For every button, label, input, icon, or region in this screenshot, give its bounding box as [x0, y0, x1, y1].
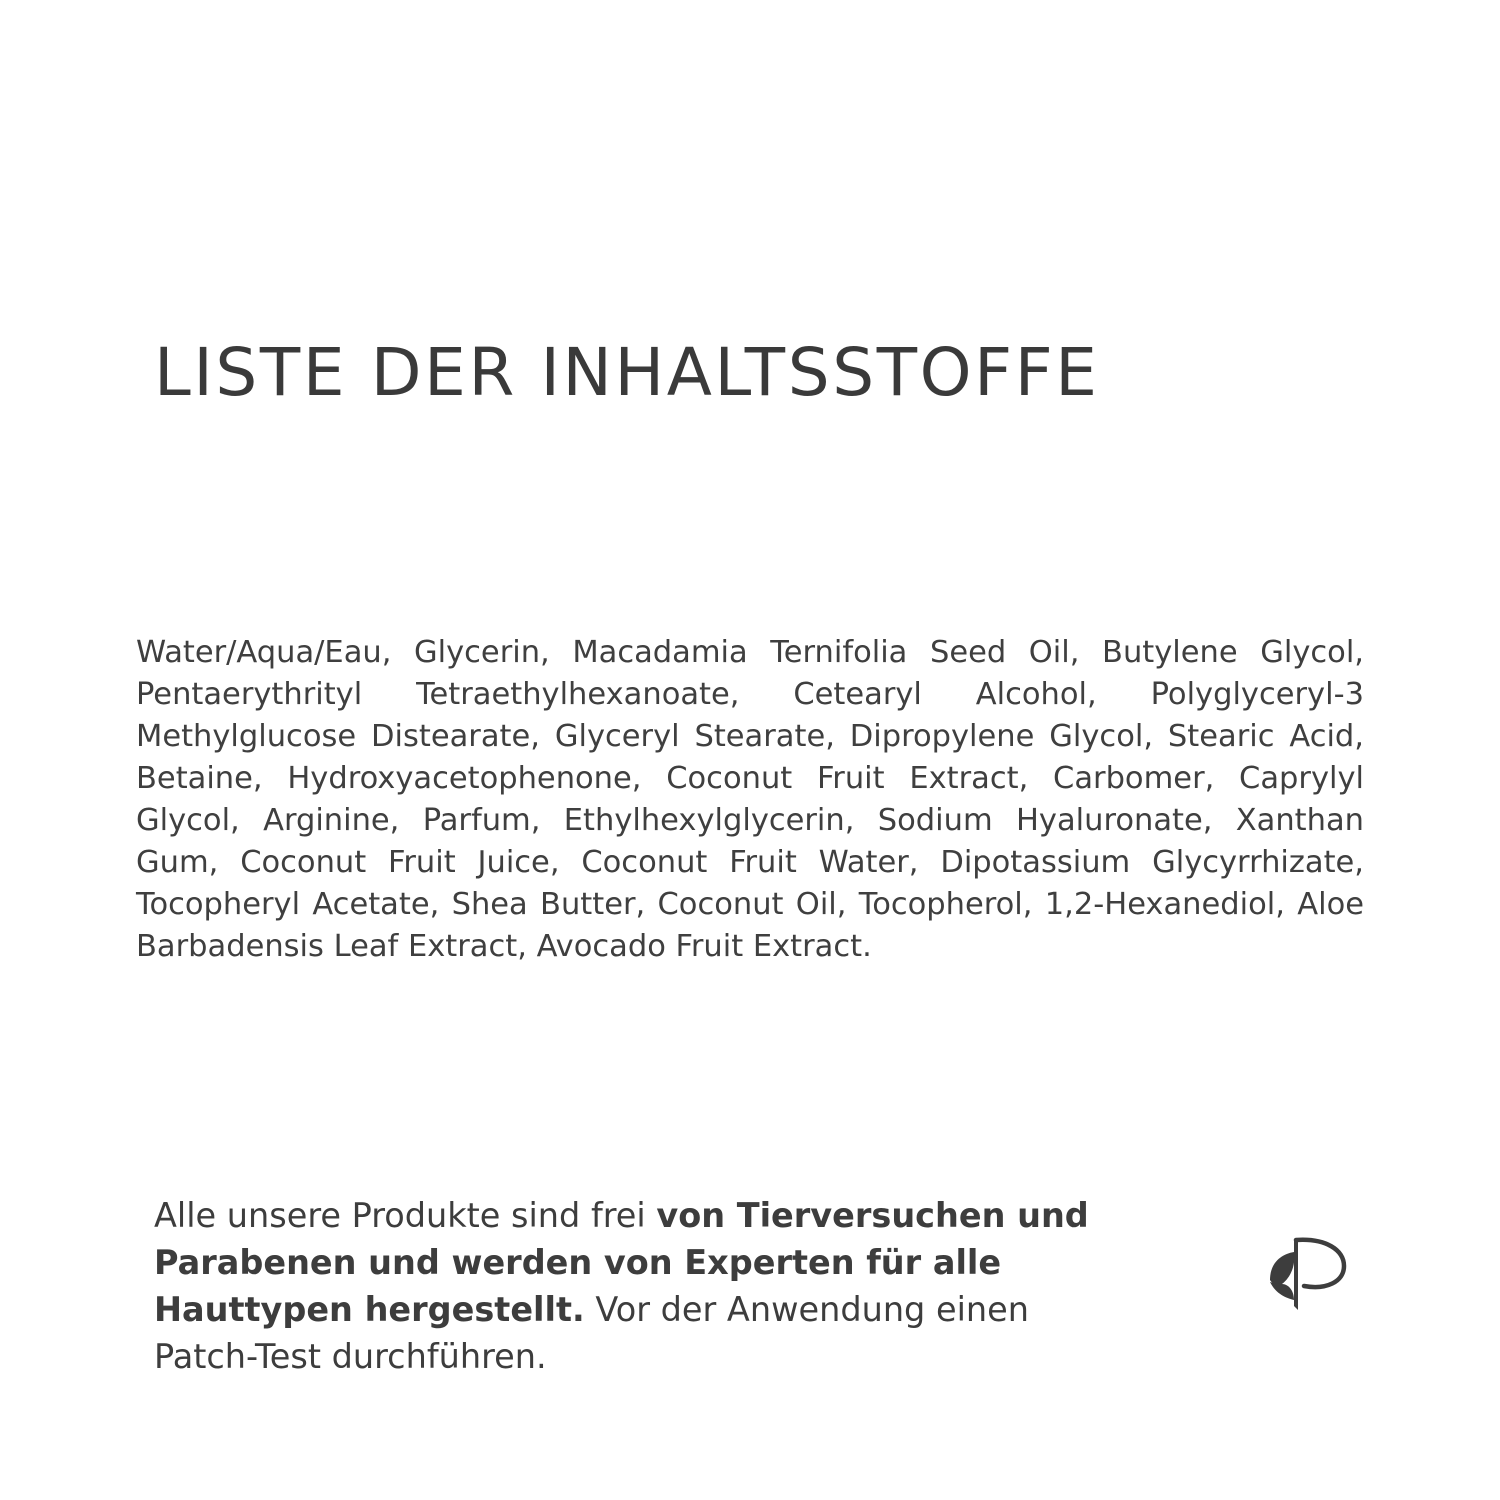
notice-text-bold: von Tierversuchen und Parabenen und werden von Experten für alle Hauttypen hergestellt. [154, 1196, 1089, 1329]
product-notice [154, 1192, 1114, 1380]
letter-p-bowl [1296, 1240, 1344, 1287]
leaf-shape [1270, 1252, 1294, 1286]
leaf-p-logo-icon [1264, 1232, 1348, 1316]
notice-text-end: Vor der Anwendung einen Patch-Test durchführen. [154, 1290, 1029, 1376]
ingredient-list: Water/Aqua/Eau, Glycerin, Macadamia Ternifolia Seed Oil, Butylene Glycol, Pentaerythrityl Tetraethylhexanoate, Cetearyl Alcohol, Polyglyceryl-3 Methylglucose Distearate, Glyceryl Stearate, Dipropylene Glycol, Stearic Acid, Betaine, Hydroxyacetophenone, Coconut Fruit Extract, Carbomer, Caprylyl Glycol, Arginine, Parfum, Ethylhexylglycerin, Sodium Hyaluronate, Xanthan Gum, Coconut Fruit Juice, Coconut Fruit Water, Dipotassium Glycyrrhizate, Tocopheryl Acetate, Shea Butter, Coconut Oil, Tocopherol, 1,2-Hexanediol, Aloe Barbadensis Leaf Extract, Avocado Fruit Extract. [136, 635, 1364, 964]
page-title: LISTE DER INHALTSSTOFFE [154, 334, 1100, 411]
leaf-shape-lower [1270, 1282, 1294, 1300]
letter-p-stem [1294, 1240, 1298, 1310]
notice-text-start: Alle unsere Produkte sind frei [154, 1196, 657, 1235]
